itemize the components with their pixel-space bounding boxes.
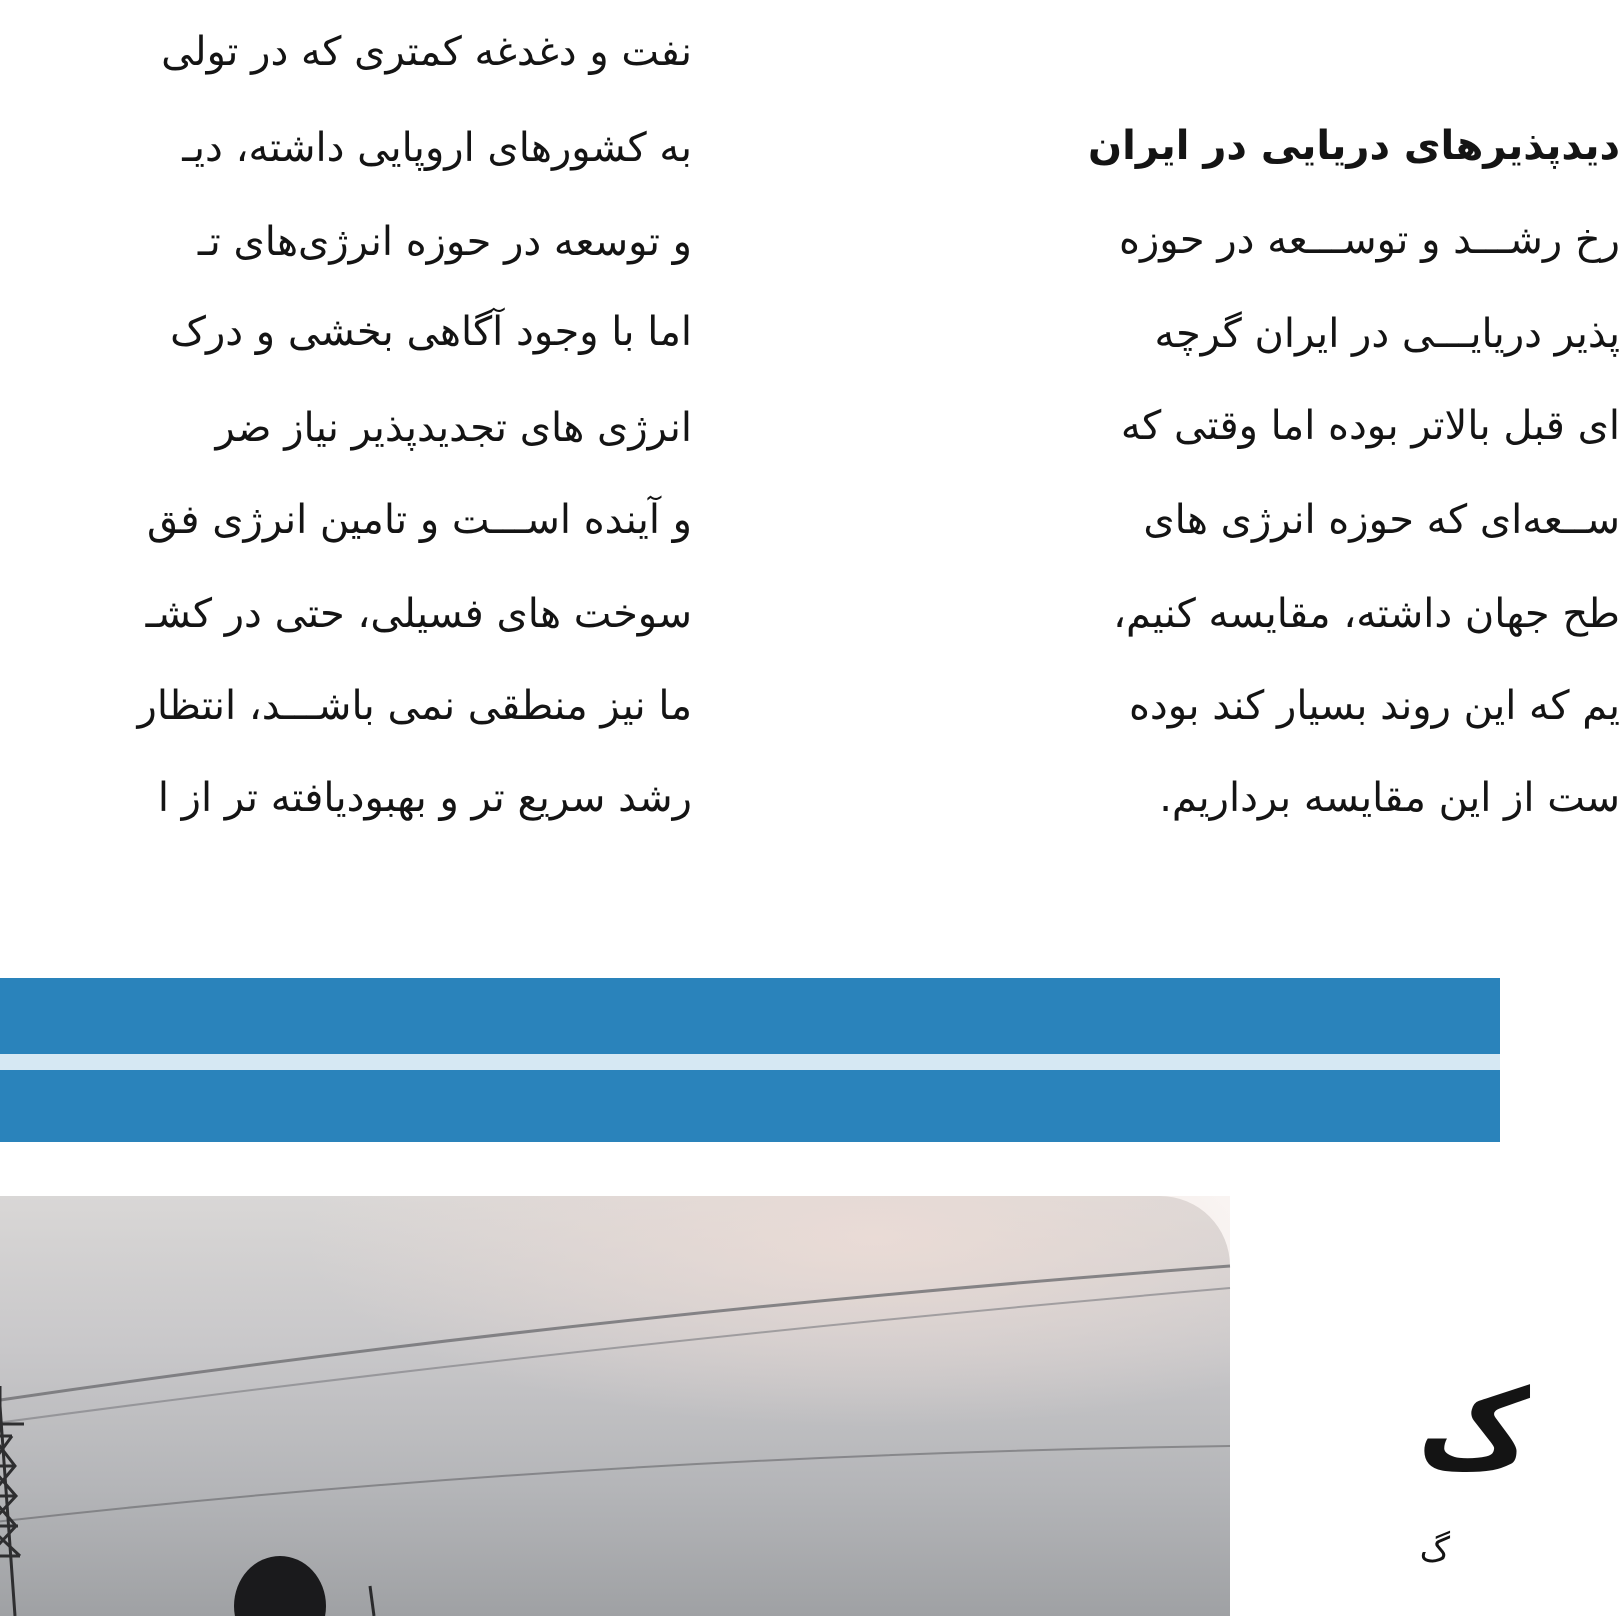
paragraph-line: پذیر دریایـــی در ایران گرچه (1155, 304, 1620, 364)
paragraph-line: انرژی های تجدیدپذیر نیاز ضر (215, 398, 692, 458)
power-lines-photo (0, 1196, 1230, 1616)
paragraph-line: یم که این روند بسیار کند بوده (1129, 676, 1620, 736)
paragraph-line: نفت و دغدغه کمتری که در تولی (161, 22, 692, 82)
paragraph-line: ما نیز منطقی نمی باشـــد، انتظار (138, 676, 692, 736)
paragraph-line: ست از این مقایسه برداریم. (1159, 768, 1620, 828)
paragraph-line: ای قبل بالاتر بوده اما وقتی که (1121, 396, 1620, 456)
section-title-fragment: ک (1417, 1360, 1530, 1500)
paragraph-line: اما با وجود آگاهی بخشی و درک (170, 302, 692, 362)
banner-stripe-bottom (0, 1070, 1500, 1142)
text-fragment: گ (1420, 1530, 1450, 1570)
paragraph-line: ســعه‌ای که حوزه انرژی های (1143, 490, 1620, 550)
paragraph-line: و آینده اســـت و تامین انرژی فق (147, 490, 692, 550)
section-heading: دیدپذیرهای دریایی در ایران (1088, 116, 1620, 176)
paragraph-line: و توسعه در حوزه انرژی‌های تـ (198, 212, 692, 272)
paragraph-line: سوخت های فسیلی، حتی در کشـ (146, 584, 692, 644)
banner-stripe-divider (0, 1054, 1500, 1070)
paragraph-line: رشد سریع تر و بهبودیافته تر از ا (158, 768, 692, 828)
paragraph-line: طح جهان داشته، مقایسه کنیم، (1113, 584, 1620, 644)
paragraph-line: به کشورهای اروپایی داشته، دیـ (182, 118, 692, 178)
banner-stripe-top (0, 978, 1500, 1054)
power-lines-illustration (0, 1196, 1230, 1616)
paragraph-line: رخ رشـــد و توســـعه در حوزه (1119, 210, 1620, 270)
